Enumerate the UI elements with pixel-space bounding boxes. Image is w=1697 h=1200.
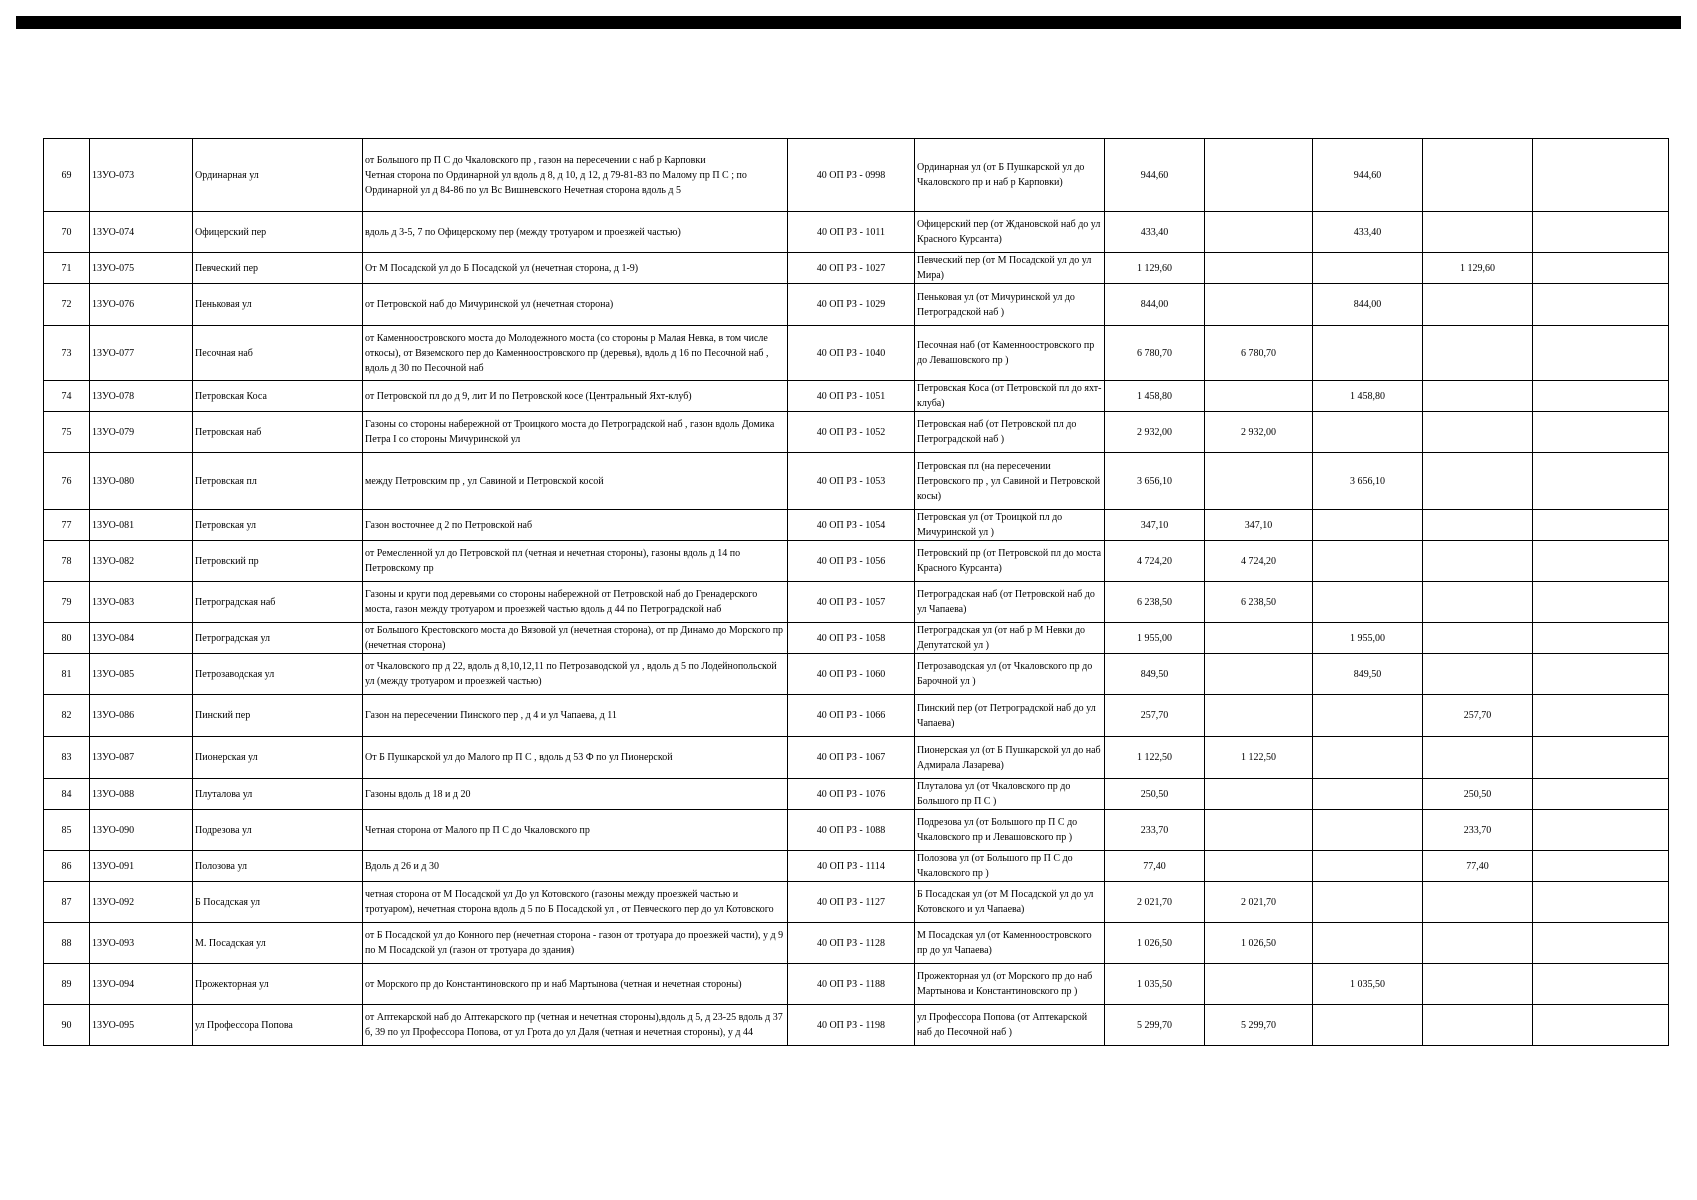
area-column-4 bbox=[1533, 737, 1669, 779]
area-total: 250,50 bbox=[1105, 779, 1205, 810]
road-register-id: 40 ОП РЗ - 1056 bbox=[788, 541, 915, 582]
area-column-2 bbox=[1313, 412, 1423, 453]
location-description: Газоны со стороны набережной от Троицкого моста до Петроградской наб , газон вдоль Домика Петра I со стороны Мичуринской ул bbox=[363, 412, 788, 453]
object-code: 13УО-084 bbox=[90, 623, 193, 654]
location-description: Вдоль д 26 и д 30 bbox=[363, 851, 788, 882]
area-column-2: 1 458,80 bbox=[1313, 381, 1423, 412]
street-name: Петрозаводская ул bbox=[193, 654, 363, 695]
area-total: 77,40 bbox=[1105, 851, 1205, 882]
area-column-1 bbox=[1205, 695, 1313, 737]
row-number: 83 bbox=[44, 737, 90, 779]
area-column-4 bbox=[1533, 253, 1669, 284]
road-segment: Песочная наб (от Каменноостровского пр до Левашовского пр ) bbox=[915, 326, 1105, 381]
road-register-id: 40 ОП РЗ - 1066 bbox=[788, 695, 915, 737]
area-column-2: 3 656,10 bbox=[1313, 453, 1423, 510]
location-description: от Каменноостровского моста до Молодежного моста (со стороны р Малая Невка, в том числе откосы), от Вяземского пер до Каменноостровского пр (деревья), вдоль д 16 по Песочной наб , вдоль д 30 по Песочной наб bbox=[363, 326, 788, 381]
location-description: Газоны и круги под деревьями со стороны набережной от Петровской наб до Гренадерского моста, газон между тротуаром и проезжей частью вдоль д 44 по Петроградской наб bbox=[363, 582, 788, 623]
table-row bbox=[44, 412, 1669, 453]
row-number: 84 bbox=[44, 779, 90, 810]
row-number: 88 bbox=[44, 923, 90, 964]
area-column-1: 1 122,50 bbox=[1205, 737, 1313, 779]
road-segment: Петроградская ул (от наб р М Невки до Депутатской ул ) bbox=[915, 623, 1105, 654]
road-segment: Петроградская наб (от Петровской наб до ул Чапаева) bbox=[915, 582, 1105, 623]
road-register-id: 40 ОП РЗ - 1060 bbox=[788, 654, 915, 695]
area-column-4 bbox=[1533, 582, 1669, 623]
object-code: 13УО-086 bbox=[90, 695, 193, 737]
area-total: 257,70 bbox=[1105, 695, 1205, 737]
street-name: Песочная наб bbox=[193, 326, 363, 381]
street-name: Петровская ул bbox=[193, 510, 363, 541]
area-total: 6 780,70 bbox=[1105, 326, 1205, 381]
row-number: 75 bbox=[44, 412, 90, 453]
road-register-id: 40 ОП РЗ - 1029 bbox=[788, 284, 915, 326]
area-column-4 bbox=[1533, 1005, 1669, 1046]
row-number: 90 bbox=[44, 1005, 90, 1046]
area-column-3 bbox=[1423, 923, 1533, 964]
area-column-3: 250,50 bbox=[1423, 779, 1533, 810]
location-description: от Большого пр П С до Чкаловского пр , газон на пересечении с наб р Карповки Четная сторона по Ординарной ул вдоль д 8, д 10, д 12, д 79-81-83 по Малому пр П С ; по Ординарной ул д 84-86 по ул Вс Вишневского Нечетная сторона вдоль д 5 bbox=[363, 139, 788, 212]
object-code: 13УО-093 bbox=[90, 923, 193, 964]
road-register-id: 40 ОП РЗ - 1128 bbox=[788, 923, 915, 964]
area-total: 2 021,70 bbox=[1105, 882, 1205, 923]
area-column-4 bbox=[1533, 541, 1669, 582]
road-register-id: 40 ОП РЗ - 1088 bbox=[788, 810, 915, 851]
location-description: от Петровской наб до Мичуринской ул (нечетная сторона) bbox=[363, 284, 788, 326]
street-name: Прожекторная ул bbox=[193, 964, 363, 1005]
object-code: 13УО-085 bbox=[90, 654, 193, 695]
area-column-4 bbox=[1533, 510, 1669, 541]
area-column-2 bbox=[1313, 851, 1423, 882]
road-segment: Петрозаводская ул (от Чкаловского пр до Барочной ул ) bbox=[915, 654, 1105, 695]
area-column-4 bbox=[1533, 882, 1669, 923]
area-total: 1 026,50 bbox=[1105, 923, 1205, 964]
area-column-4 bbox=[1533, 779, 1669, 810]
area-column-4 bbox=[1533, 381, 1669, 412]
area-total: 5 299,70 bbox=[1105, 1005, 1205, 1046]
area-column-2 bbox=[1313, 1005, 1423, 1046]
table-row bbox=[44, 326, 1669, 381]
area-column-3 bbox=[1423, 582, 1533, 623]
area-column-1: 6 238,50 bbox=[1205, 582, 1313, 623]
row-number: 82 bbox=[44, 695, 90, 737]
road-segment: Плуталова ул (от Чкаловского пр до Большого пр П С ) bbox=[915, 779, 1105, 810]
road-register-id: 40 ОП РЗ - 1052 bbox=[788, 412, 915, 453]
area-column-2: 1 035,50 bbox=[1313, 964, 1423, 1005]
street-name: Полозова ул bbox=[193, 851, 363, 882]
area-column-2 bbox=[1313, 882, 1423, 923]
table-sheet bbox=[43, 138, 1669, 1046]
location-description: от Ремесленной ул до Петровской пл (четная и нечетная стороны), газоны вдоль д 14 по Петровскому пр bbox=[363, 541, 788, 582]
area-column-1: 6 780,70 bbox=[1205, 326, 1313, 381]
area-column-1: 2 021,70 bbox=[1205, 882, 1313, 923]
row-number: 76 bbox=[44, 453, 90, 510]
location-description: от Чкаловского пр д 22, вдоль д 8,10,12,11 по Петрозаводской ул , вдоль д 5 по Лодейнопольской ул (между тротуаром и проезжей частью) bbox=[363, 654, 788, 695]
location-description: от Аптекарской наб до Аптекарского пр (четная и нечетная стороны),вдоль д 5, д 23-25 вдоль д 37 б, 39 по ул Профессора Попова, от ул Грота до ул Даля (четная и нечетная стороны), у д 44 bbox=[363, 1005, 788, 1046]
road-segment: Офицерский пер (от Ждановской наб до ул Красного Курсанта) bbox=[915, 212, 1105, 253]
object-code: 13УО-081 bbox=[90, 510, 193, 541]
table-row bbox=[44, 510, 1669, 541]
row-number: 74 bbox=[44, 381, 90, 412]
object-code: 13УО-082 bbox=[90, 541, 193, 582]
row-number: 85 bbox=[44, 810, 90, 851]
area-total: 347,10 bbox=[1105, 510, 1205, 541]
area-column-3: 77,40 bbox=[1423, 851, 1533, 882]
road-register-id: 40 ОП РЗ - 1057 bbox=[788, 582, 915, 623]
area-column-3 bbox=[1423, 541, 1533, 582]
area-column-3 bbox=[1423, 510, 1533, 541]
area-column-2 bbox=[1313, 737, 1423, 779]
area-total: 849,50 bbox=[1105, 654, 1205, 695]
area-total: 1 035,50 bbox=[1105, 964, 1205, 1005]
area-column-4 bbox=[1533, 139, 1669, 212]
area-column-4 bbox=[1533, 695, 1669, 737]
street-name: М. Посадская ул bbox=[193, 923, 363, 964]
object-code: 13УО-076 bbox=[90, 284, 193, 326]
table-row bbox=[44, 737, 1669, 779]
area-column-4 bbox=[1533, 654, 1669, 695]
location-description: четная сторона от М Посадской ул До ул Котовского (газоны между проезжей частью и тротуаром), нечетная сторона вдоль д 5 по Б Посадской ул , от Певческого пер до ул Котовского bbox=[363, 882, 788, 923]
area-column-2 bbox=[1313, 810, 1423, 851]
location-description: От Б Пушкарской ул до Малого пр П С , вдоль д 53 Ф по ул Пионерской bbox=[363, 737, 788, 779]
table-row bbox=[44, 851, 1669, 882]
area-column-2 bbox=[1313, 695, 1423, 737]
road-segment: Подрезова ул (от Большого пр П С до Чкаловского пр и Левашовского пр ) bbox=[915, 810, 1105, 851]
road-register-id: 40 ОП РЗ - 1027 bbox=[788, 253, 915, 284]
area-column-3 bbox=[1423, 212, 1533, 253]
road-register-id: 40 ОП РЗ - 1114 bbox=[788, 851, 915, 882]
area-column-4 bbox=[1533, 623, 1669, 654]
location-description: От М Посадской ул до Б Посадской ул (нечетная сторона, д 1-9) bbox=[363, 253, 788, 284]
area-column-1: 2 932,00 bbox=[1205, 412, 1313, 453]
roads-table bbox=[43, 138, 1669, 1046]
table-body bbox=[44, 139, 1669, 1046]
area-column-1 bbox=[1205, 212, 1313, 253]
area-column-1 bbox=[1205, 284, 1313, 326]
row-number: 70 bbox=[44, 212, 90, 253]
area-column-3 bbox=[1423, 412, 1533, 453]
area-total: 4 724,20 bbox=[1105, 541, 1205, 582]
location-description: Газоны вдоль д 18 и д 20 bbox=[363, 779, 788, 810]
road-register-id: 40 ОП РЗ - 1058 bbox=[788, 623, 915, 654]
row-number: 89 bbox=[44, 964, 90, 1005]
area-total: 844,00 bbox=[1105, 284, 1205, 326]
location-description: от Петровской пл до д 9, лит И по Петровской косе (Центральный Яхт-клуб) bbox=[363, 381, 788, 412]
area-column-4 bbox=[1533, 212, 1669, 253]
table-row bbox=[44, 253, 1669, 284]
area-column-3: 233,70 bbox=[1423, 810, 1533, 851]
row-number: 79 bbox=[44, 582, 90, 623]
area-column-2 bbox=[1313, 923, 1423, 964]
row-number: 71 bbox=[44, 253, 90, 284]
road-register-id: 40 ОП РЗ - 1053 bbox=[788, 453, 915, 510]
street-name: Петроградская наб bbox=[193, 582, 363, 623]
road-register-id: 40 ОП РЗ - 1076 bbox=[788, 779, 915, 810]
area-column-4 bbox=[1533, 810, 1669, 851]
area-column-2: 944,60 bbox=[1313, 139, 1423, 212]
object-code: 13УО-091 bbox=[90, 851, 193, 882]
road-segment: М Посадская ул (от Каменноостровского пр до ул Чапаева) bbox=[915, 923, 1105, 964]
area-column-2: 433,40 bbox=[1313, 212, 1423, 253]
location-description: между Петровским пр , ул Савиной и Петровской косой bbox=[363, 453, 788, 510]
area-column-1 bbox=[1205, 381, 1313, 412]
row-number: 80 bbox=[44, 623, 90, 654]
table-row bbox=[44, 695, 1669, 737]
area-column-3 bbox=[1423, 737, 1533, 779]
area-column-3 bbox=[1423, 453, 1533, 510]
area-column-3: 257,70 bbox=[1423, 695, 1533, 737]
table-row bbox=[44, 923, 1669, 964]
street-name: Пионерская ул bbox=[193, 737, 363, 779]
road-segment: Певческий пер (от М Посадской ул до ул Мира) bbox=[915, 253, 1105, 284]
area-column-4 bbox=[1533, 851, 1669, 882]
area-column-2: 844,00 bbox=[1313, 284, 1423, 326]
object-code: 13УО-083 bbox=[90, 582, 193, 623]
object-code: 13УО-073 bbox=[90, 139, 193, 212]
row-number: 69 bbox=[44, 139, 90, 212]
area-total: 944,60 bbox=[1105, 139, 1205, 212]
street-name: ул Профессора Попова bbox=[193, 1005, 363, 1046]
area-column-1 bbox=[1205, 253, 1313, 284]
area-column-2 bbox=[1313, 779, 1423, 810]
object-code: 13УО-078 bbox=[90, 381, 193, 412]
area-column-2 bbox=[1313, 253, 1423, 284]
location-description: от Морского пр до Константиновского пр и наб Мартынова (четная и нечетная стороны) bbox=[363, 964, 788, 1005]
area-column-2: 849,50 bbox=[1313, 654, 1423, 695]
road-register-id: 40 ОП РЗ - 1054 bbox=[788, 510, 915, 541]
area-column-1 bbox=[1205, 810, 1313, 851]
location-description: Четная сторона от Малого пр П С до Чкаловского пр bbox=[363, 810, 788, 851]
area-column-3 bbox=[1423, 623, 1533, 654]
area-column-2 bbox=[1313, 510, 1423, 541]
road-segment: Прожекторная ул (от Морского пр до наб Мартынова и Константиновского пр ) bbox=[915, 964, 1105, 1005]
table-row bbox=[44, 139, 1669, 212]
area-column-4 bbox=[1533, 453, 1669, 510]
area-column-1 bbox=[1205, 851, 1313, 882]
area-column-1 bbox=[1205, 779, 1313, 810]
object-code: 13УО-094 bbox=[90, 964, 193, 1005]
road-register-id: 40 ОП РЗ - 1188 bbox=[788, 964, 915, 1005]
area-column-4 bbox=[1533, 964, 1669, 1005]
street-name: Петровская Коса bbox=[193, 381, 363, 412]
area-column-3 bbox=[1423, 1005, 1533, 1046]
table-row bbox=[44, 541, 1669, 582]
table-row bbox=[44, 779, 1669, 810]
area-column-3 bbox=[1423, 654, 1533, 695]
street-name: Офицерский пер bbox=[193, 212, 363, 253]
area-column-4 bbox=[1533, 923, 1669, 964]
street-name: Плуталова ул bbox=[193, 779, 363, 810]
area-column-3 bbox=[1423, 139, 1533, 212]
area-column-3 bbox=[1423, 882, 1533, 923]
location-description: Газон на пересечении Пинского пер , д 4 и ул Чапаева, д 11 bbox=[363, 695, 788, 737]
area-column-1: 347,10 bbox=[1205, 510, 1313, 541]
area-total: 6 238,50 bbox=[1105, 582, 1205, 623]
object-code: 13УО-088 bbox=[90, 779, 193, 810]
object-code: 13УО-095 bbox=[90, 1005, 193, 1046]
street-name: Подрезова ул bbox=[193, 810, 363, 851]
road-register-id: 40 ОП РЗ - 1051 bbox=[788, 381, 915, 412]
area-column-3 bbox=[1423, 284, 1533, 326]
area-column-2 bbox=[1313, 326, 1423, 381]
road-segment: ул Профессора Попова (от Аптекарской наб до Песочной наб ) bbox=[915, 1005, 1105, 1046]
table-row bbox=[44, 882, 1669, 923]
road-segment: Пеньковая ул (от Мичуринской ул до Петроградской наб ) bbox=[915, 284, 1105, 326]
table-row bbox=[44, 284, 1669, 326]
area-column-1 bbox=[1205, 654, 1313, 695]
table-row bbox=[44, 453, 1669, 510]
table-row bbox=[44, 381, 1669, 412]
row-number: 73 bbox=[44, 326, 90, 381]
area-total: 3 656,10 bbox=[1105, 453, 1205, 510]
area-total: 233,70 bbox=[1105, 810, 1205, 851]
street-name: Пеньковая ул bbox=[193, 284, 363, 326]
top-border-bar bbox=[16, 16, 1681, 29]
area-column-1: 5 299,70 bbox=[1205, 1005, 1313, 1046]
road-register-id: 40 ОП РЗ - 1067 bbox=[788, 737, 915, 779]
road-segment: Петровский пр (от Петровской пл до моста Красного Курсанта) bbox=[915, 541, 1105, 582]
road-register-id: 40 ОП РЗ - 1198 bbox=[788, 1005, 915, 1046]
object-code: 13УО-090 bbox=[90, 810, 193, 851]
object-code: 13УО-074 bbox=[90, 212, 193, 253]
street-name: Ординарная ул bbox=[193, 139, 363, 212]
road-segment: Б Посадская ул (от М Посадской ул до ул Котовского и ул Чапаева) bbox=[915, 882, 1105, 923]
road-segment: Ординарная ул (от Б Пушкарской ул до Чкаловского пр и наб р Карповки) bbox=[915, 139, 1105, 212]
object-code: 13УО-080 bbox=[90, 453, 193, 510]
area-total: 1 458,80 bbox=[1105, 381, 1205, 412]
road-segment: Петровская пл (на пересечении Петровского пр , ул Савиной и Петровской косы) bbox=[915, 453, 1105, 510]
object-code: 13УО-075 bbox=[90, 253, 193, 284]
table-row bbox=[44, 810, 1669, 851]
row-number: 81 bbox=[44, 654, 90, 695]
street-name: Петровская пл bbox=[193, 453, 363, 510]
row-number: 86 bbox=[44, 851, 90, 882]
table-row bbox=[44, 212, 1669, 253]
table-row bbox=[44, 654, 1669, 695]
area-column-4 bbox=[1533, 412, 1669, 453]
area-column-3 bbox=[1423, 964, 1533, 1005]
location-description: от Б Посадской ул до Конного пер (нечетная сторона - газон от тротуара до проезжей части), у д 9 по М Посадской ул (газон от тротуара до здания) bbox=[363, 923, 788, 964]
road-segment: Пинский пер (от Петроградской наб до ул Чапаева) bbox=[915, 695, 1105, 737]
area-total: 1 129,60 bbox=[1105, 253, 1205, 284]
location-description: Газон восточнее д 2 по Петровской наб bbox=[363, 510, 788, 541]
area-total: 1 955,00 bbox=[1105, 623, 1205, 654]
road-register-id: 40 ОП РЗ - 1127 bbox=[788, 882, 915, 923]
area-column-4 bbox=[1533, 284, 1669, 326]
street-name: Б Посадская ул bbox=[193, 882, 363, 923]
object-code: 13УО-077 bbox=[90, 326, 193, 381]
area-total: 2 932,00 bbox=[1105, 412, 1205, 453]
object-code: 13УО-092 bbox=[90, 882, 193, 923]
table-row bbox=[44, 1005, 1669, 1046]
table-row bbox=[44, 582, 1669, 623]
area-column-2 bbox=[1313, 582, 1423, 623]
area-column-1 bbox=[1205, 453, 1313, 510]
object-code: 13УО-079 bbox=[90, 412, 193, 453]
location-description: от Большого Крестовского моста до Вязовой ул (нечетная сторона), от пр Динамо до Морского пр (нечетная сторона) bbox=[363, 623, 788, 654]
row-number: 87 bbox=[44, 882, 90, 923]
area-column-3 bbox=[1423, 381, 1533, 412]
area-column-1 bbox=[1205, 623, 1313, 654]
row-number: 77 bbox=[44, 510, 90, 541]
street-name: Пинский пер bbox=[193, 695, 363, 737]
area-column-1: 1 026,50 bbox=[1205, 923, 1313, 964]
road-register-id: 40 ОП РЗ - 1011 bbox=[788, 212, 915, 253]
road-segment: Петровская Коса (от Петровской пл до яхт-клуба) bbox=[915, 381, 1105, 412]
object-code: 13УО-087 bbox=[90, 737, 193, 779]
area-column-1 bbox=[1205, 964, 1313, 1005]
street-name: Петровская наб bbox=[193, 412, 363, 453]
street-name: Петроградская ул bbox=[193, 623, 363, 654]
row-number: 78 bbox=[44, 541, 90, 582]
area-column-4 bbox=[1533, 326, 1669, 381]
area-column-1 bbox=[1205, 139, 1313, 212]
area-total: 1 122,50 bbox=[1105, 737, 1205, 779]
road-register-id: 40 ОП РЗ - 0998 bbox=[788, 139, 915, 212]
area-column-3: 1 129,60 bbox=[1423, 253, 1533, 284]
street-name: Петровский пр bbox=[193, 541, 363, 582]
area-total: 433,40 bbox=[1105, 212, 1205, 253]
location-description: вдоль д 3-5, 7 по Офицерскому пер (между тротуаром и проезжей частью) bbox=[363, 212, 788, 253]
area-column-2 bbox=[1313, 541, 1423, 582]
road-register-id: 40 ОП РЗ - 1040 bbox=[788, 326, 915, 381]
road-segment: Пионерская ул (от Б Пушкарской ул до наб Адмирала Лазарева) bbox=[915, 737, 1105, 779]
area-column-2: 1 955,00 bbox=[1313, 623, 1423, 654]
row-number: 72 bbox=[44, 284, 90, 326]
table-row bbox=[44, 623, 1669, 654]
area-column-3 bbox=[1423, 326, 1533, 381]
street-name: Певческий пер bbox=[193, 253, 363, 284]
road-segment: Петровская наб (от Петровской пл до Петроградской наб ) bbox=[915, 412, 1105, 453]
road-segment: Полозова ул (от Большого пр П С до Чкаловского пр ) bbox=[915, 851, 1105, 882]
table-row bbox=[44, 964, 1669, 1005]
road-segment: Петровская ул (от Троицкой пл до Мичуринской ул ) bbox=[915, 510, 1105, 541]
area-column-1: 4 724,20 bbox=[1205, 541, 1313, 582]
